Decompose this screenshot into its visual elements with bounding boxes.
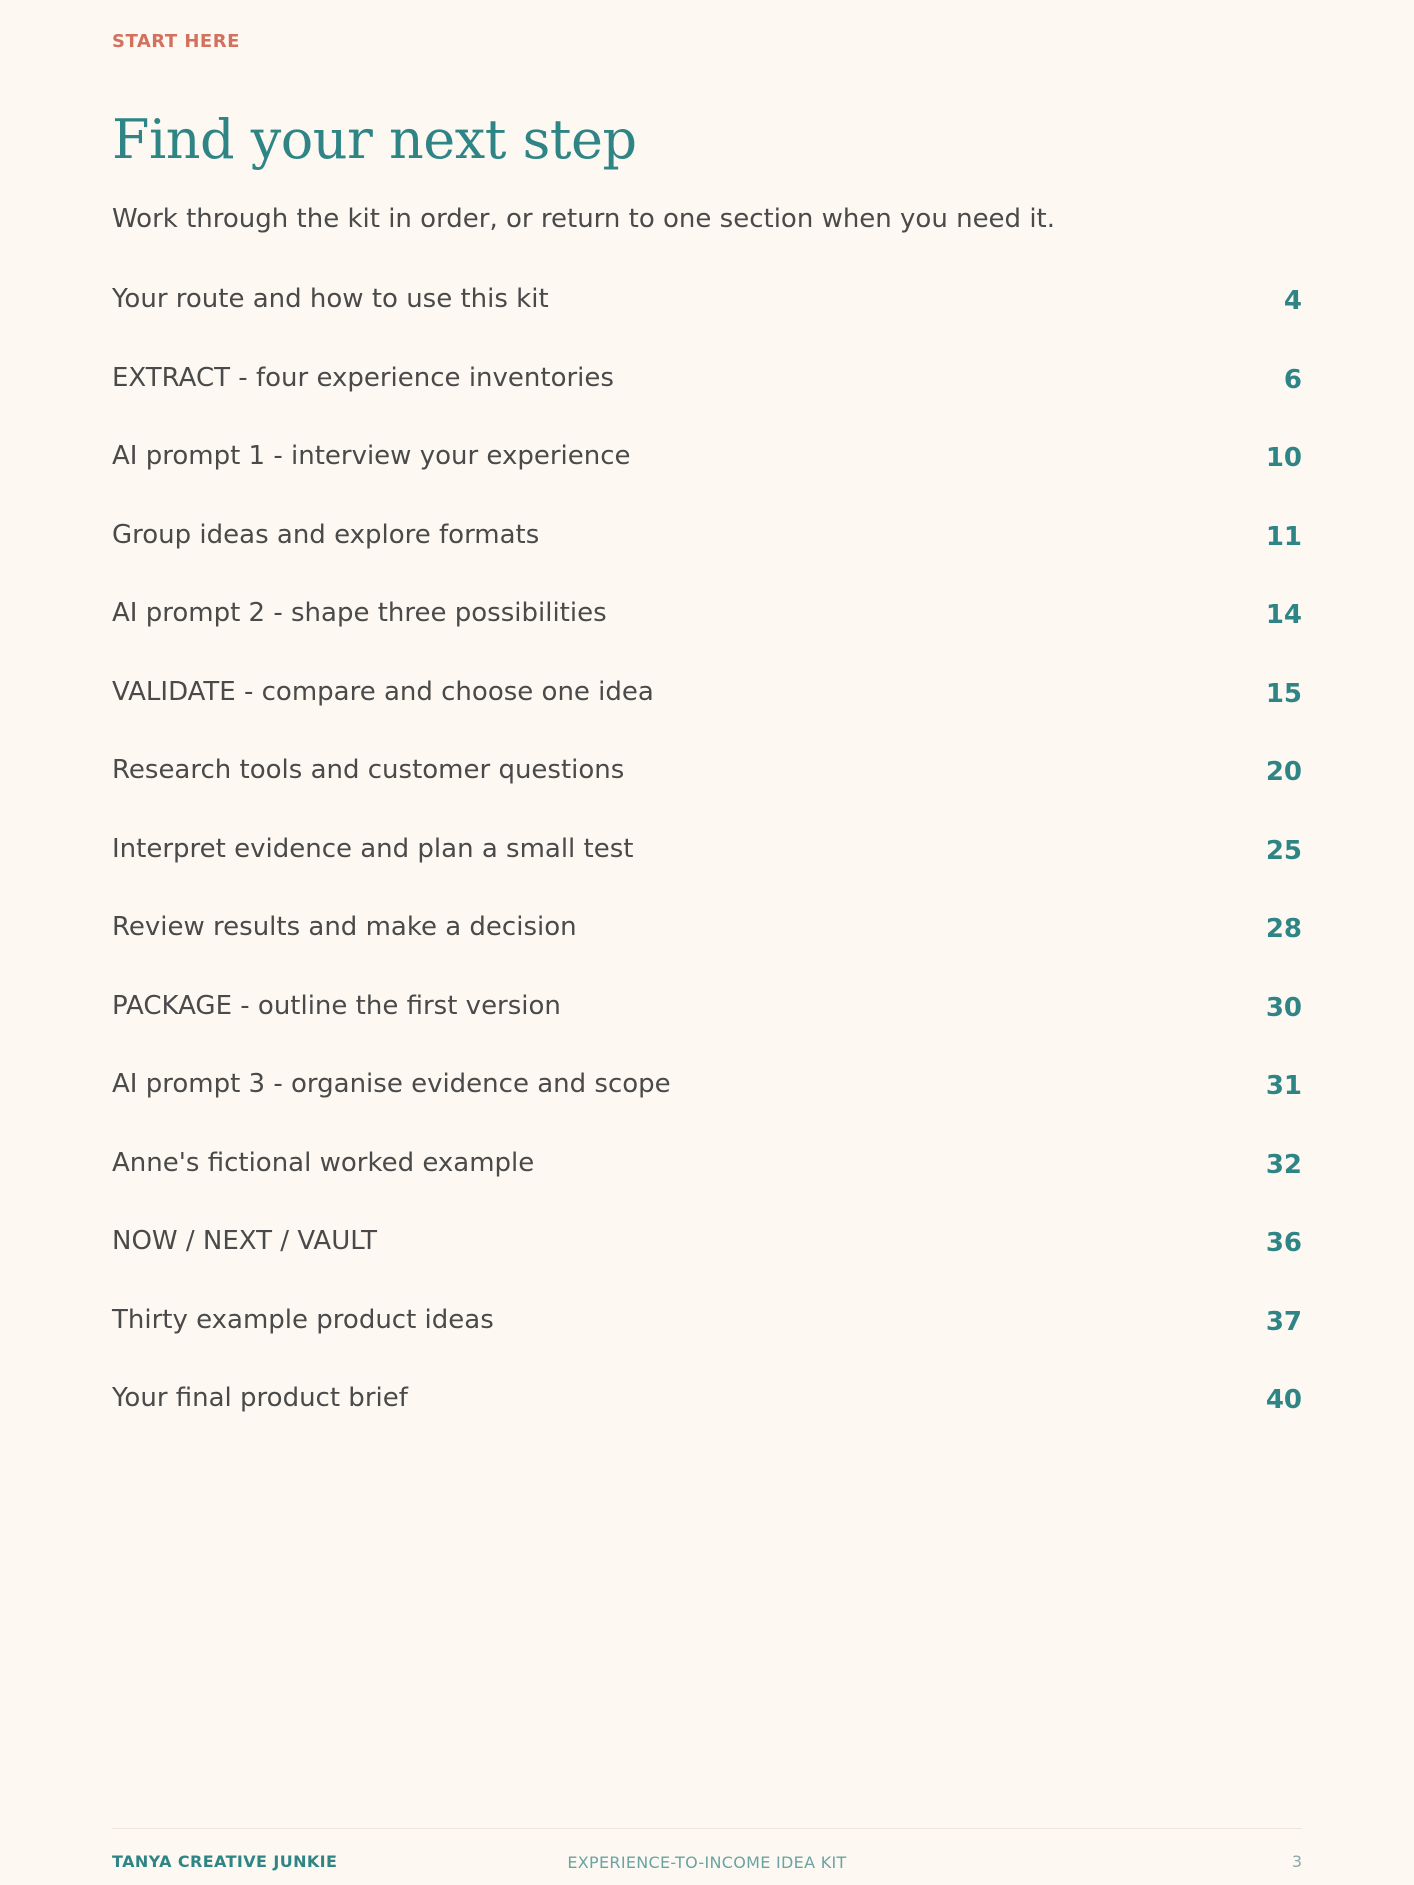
toc-entry-page-number: 6 xyxy=(1283,364,1302,395)
page xyxy=(112,0,1302,1885)
toc-entry-label: Anne's fictional worked example xyxy=(112,1147,535,1178)
toc-entry-page-number: 14 xyxy=(1265,600,1302,630)
section-eyebrow: START HERE xyxy=(112,31,240,52)
toc-entry[interactable] xyxy=(112,1220,1302,1299)
toc-entry[interactable] xyxy=(112,592,1302,671)
toc-entry-label: Your route and how to use this kit xyxy=(112,284,549,314)
toc-entry-page-number: 15 xyxy=(1265,678,1302,709)
footer-kit-name: EXPERIENCE-TO-INCOME IDEA KIT xyxy=(567,1853,847,1872)
page-title: Find your next step xyxy=(112,108,637,171)
toc-entry-label: NOW / NEXT / VAULT xyxy=(112,1226,378,1256)
toc-entry-page-number: 4 xyxy=(1283,286,1302,316)
toc-entry-page-number: 10 xyxy=(1265,443,1302,473)
toc-entry-label: Thirty example product ideas xyxy=(112,1304,494,1335)
intro-text: Work through the kit in order, or return to one section when you need it. xyxy=(112,204,1056,234)
toc-entry-page-number: 20 xyxy=(1265,757,1302,787)
toc-entry-page-number: 11 xyxy=(1265,521,1302,552)
toc-entry[interactable] xyxy=(112,514,1302,593)
toc-entry[interactable] xyxy=(112,1299,1302,1378)
toc-entry-label: AI prompt 1 - interview your experience xyxy=(112,441,631,471)
toc-entry[interactable] xyxy=(112,985,1302,1064)
footer-brand: TANYA CREATIVE JUNKIE xyxy=(112,1852,338,1871)
toc-entry-page-number: 28 xyxy=(1265,914,1302,944)
toc-entry-page-number: 30 xyxy=(1265,992,1302,1023)
toc-entry[interactable] xyxy=(112,1142,1302,1221)
table-of-contents xyxy=(112,278,1302,1456)
toc-entry-label: VALIDATE - compare and choose one idea xyxy=(112,676,654,707)
toc-entry-label: Interpret evidence and plan a small test xyxy=(112,833,634,864)
toc-entry[interactable] xyxy=(112,828,1302,907)
toc-entry[interactable] xyxy=(112,671,1302,750)
toc-entry[interactable] xyxy=(112,1377,1302,1456)
toc-entry[interactable] xyxy=(112,357,1302,436)
toc-entry-page-number: 36 xyxy=(1265,1228,1302,1258)
toc-entry-page-number: 37 xyxy=(1265,1306,1302,1337)
toc-entry[interactable] xyxy=(112,435,1302,514)
toc-entry-page-number: 31 xyxy=(1265,1071,1302,1101)
toc-entry-label: AI prompt 3 - organise evidence and scope xyxy=(112,1069,671,1099)
toc-entry[interactable] xyxy=(112,906,1302,985)
toc-entry-label: Group ideas and explore formats xyxy=(112,519,540,550)
toc-entry-page-number: 40 xyxy=(1265,1385,1302,1415)
toc-entry-page-number: 32 xyxy=(1265,1149,1302,1180)
footer-divider xyxy=(112,1828,1302,1829)
toc-entry-label: PACKAGE - outline the first version xyxy=(112,990,561,1021)
footer-page-number: 3 xyxy=(1291,1852,1302,1871)
toc-entry-label: Your final product brief xyxy=(112,1383,408,1413)
toc-entry-label: EXTRACT - four experience inventories xyxy=(112,362,614,393)
toc-entry[interactable] xyxy=(112,278,1302,357)
toc-entry-label: Review results and make a decision xyxy=(112,912,577,942)
toc-entry-label: AI prompt 2 - shape three possibilities xyxy=(112,598,607,628)
toc-entry-page-number: 25 xyxy=(1265,835,1302,866)
page-footer xyxy=(112,1828,1302,1872)
toc-entry[interactable] xyxy=(112,749,1302,828)
toc-entry[interactable] xyxy=(112,1063,1302,1142)
toc-entry-label: Research tools and customer questions xyxy=(112,755,625,785)
